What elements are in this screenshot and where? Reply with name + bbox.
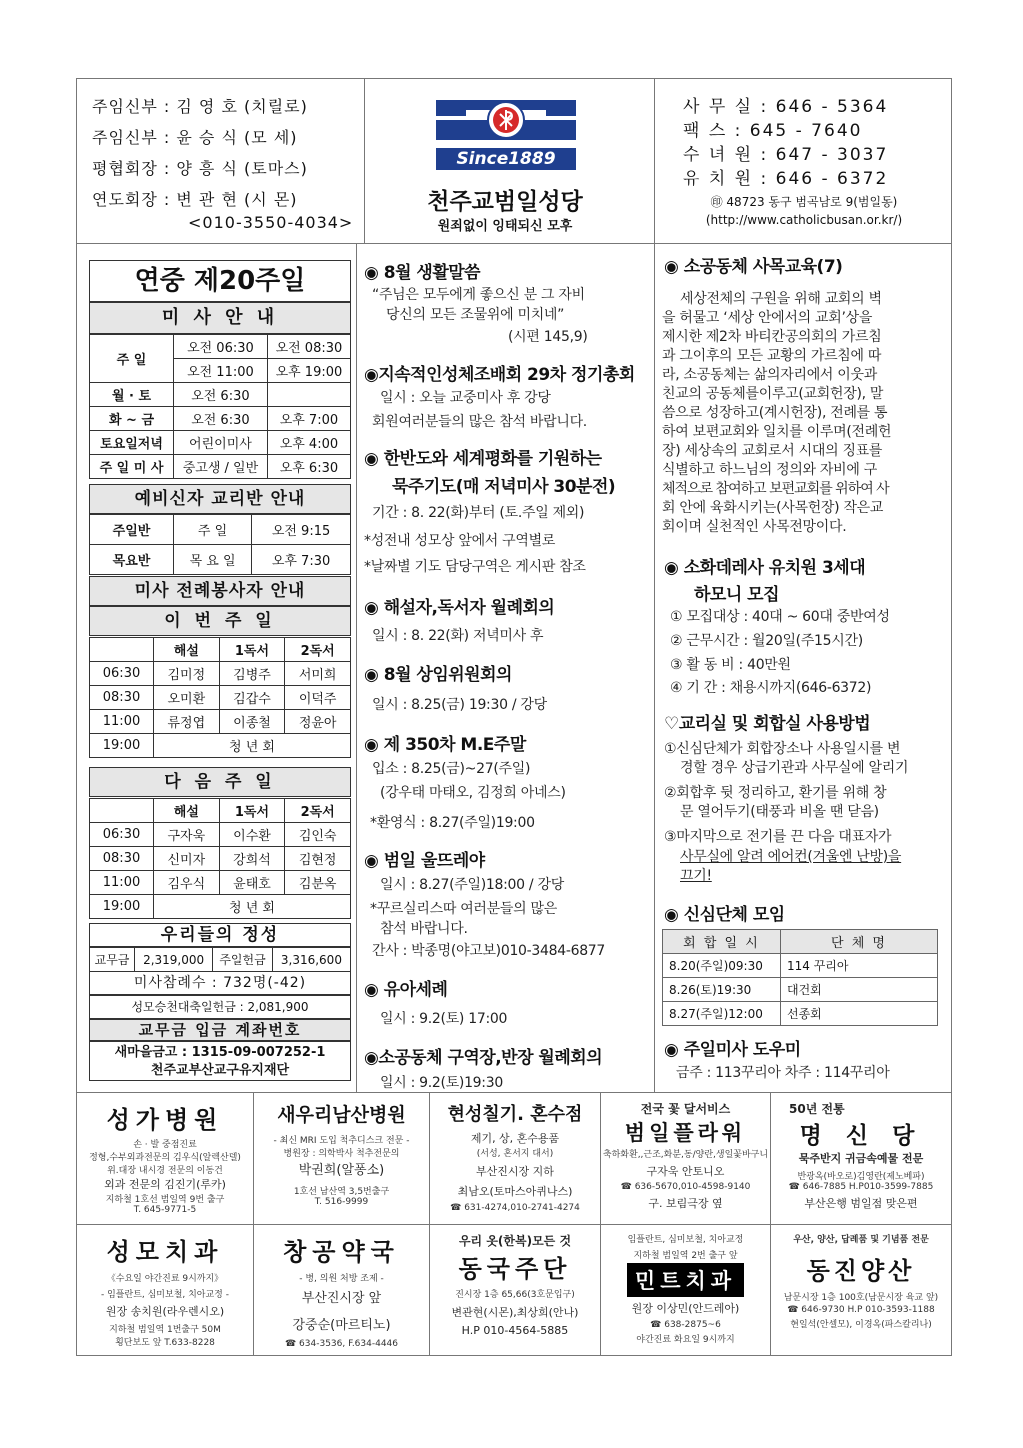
mass-time: 오전 06:30: [174, 335, 268, 359]
ad-line: 최남오(토마스아퀴나스): [457, 1185, 573, 1198]
ad-line: 묵주반지 귀금속예물 전문: [798, 1152, 924, 1165]
server-time: 08:30: [90, 847, 154, 871]
offering-table: [89, 947, 351, 972]
ad-line: 지하철 범일역 2번 출구 앞: [633, 1251, 738, 1261]
section-text: 금주 : 113꾸리아 차주 : 114꾸리아: [676, 1065, 890, 1081]
header-bottom-line: [76, 243, 952, 244]
ad-line: 구자욱 안토니오: [646, 1165, 725, 1178]
ad-name: 창공약국: [283, 1238, 400, 1266]
servers-header: 해설: [154, 638, 220, 662]
staff-role: 주임신부: [92, 97, 158, 116]
staff-baptismal: (모 세): [244, 128, 298, 147]
mass-day-label: 월 · 토: [90, 383, 174, 407]
section-text: 일시 : 8.25(금) 19:30 / 강당: [372, 697, 547, 713]
logo-since-text: Since1889: [456, 149, 556, 169]
staff-role: 연도회장: [92, 190, 158, 209]
servers-header: 2독서: [285, 638, 351, 662]
ad-line: 우리 옷(한복)모든 것: [458, 1234, 572, 1248]
servers-title: 미사 전례봉사자 안내: [89, 576, 351, 606]
account-title: 교무금 입금 계좌번호: [89, 1019, 351, 1041]
section-title: ◉ 범일 울뜨레야: [364, 851, 485, 871]
ad-changgong-pharmacy: [254, 1232, 429, 1349]
ad-line: 원장 송치원(라우렌시오): [105, 1305, 225, 1318]
offering-title: 우리들의 정성: [89, 923, 351, 947]
blank-cell: [90, 799, 154, 823]
ad-myungsin-jewelry: [771, 1100, 951, 1211]
ad-line: 손 · 발 중점진료: [133, 1140, 197, 1150]
section-text: 일시 : 9.2(토)19:30: [380, 1075, 503, 1091]
ad-line: - 임플란트, 심미보철, 치아교정 -: [101, 1290, 229, 1300]
assumption-offering: 성모승천대축일헌금 : 2,081,900: [89, 995, 351, 1019]
ad-line: 원장 이상민(안드레아): [631, 1302, 740, 1315]
catechumen-day: 주 일: [174, 515, 252, 545]
office-number: 645 - 7640: [749, 121, 863, 141]
account-box: [89, 1041, 351, 1081]
section-text: *꾸르실리스따 여러분들의 많은: [370, 901, 557, 917]
office-number: 646 - 5364: [775, 97, 889, 117]
server-name: 오미환: [154, 686, 220, 710]
ad-line: 진시장 1층 65,66(3호문입구): [455, 1290, 575, 1300]
section-text: 일시 : 오늘 교중미사 후 강당: [380, 390, 551, 406]
church-address: ㊞ 48723 동구 범곡남로 9(범일동): [710, 195, 898, 209]
youth-label: 청 년 회: [154, 734, 351, 758]
section-text: 제시한 제2차 바티칸공의회의 가르침: [662, 329, 882, 345]
this-week-title: 이 번 주 일: [89, 606, 351, 636]
mass-time: 오후 7:00: [267, 407, 350, 431]
catechumen-time: 오후 7:30: [252, 545, 351, 575]
section-text: 회이며 실천적인 사목전망이다.: [662, 519, 847, 535]
section-title: 묵주기도(매 저녁미사 30분전): [392, 477, 616, 497]
section-text: ①신심단체가 회합장소나 사용일시를 변: [664, 741, 901, 757]
section-text: ④ 기 간 : 채용시까지(646-6372): [670, 680, 872, 696]
mass-time: 오전 08:30: [267, 335, 350, 359]
section-text: ②회합후 뒷 정리하고, 환기를 위해 창: [664, 785, 887, 801]
section-text: 참석 바랍니다.: [380, 921, 468, 937]
section-text: 일시 : 8. 22(화) 저녁미사 후: [372, 628, 544, 644]
ad-seongga-hospital: [78, 1100, 252, 1215]
catechumen-table: [89, 514, 351, 575]
server-name: 김우식: [154, 871, 220, 895]
section-text: (강우태 마태오, 김정희 아네스): [380, 785, 566, 801]
section-text: ② 근무시간 : 월20일(주15시간): [670, 633, 863, 649]
ad-line: - 병, 의원 처방 조제 -: [299, 1274, 384, 1284]
staff-name: 윤 승 식: [176, 128, 238, 147]
ad-line: H.P 010-4564-5885: [461, 1324, 569, 1337]
next-week-title: 다 음 주 일: [89, 767, 351, 797]
office-number: 647 - 3037: [775, 145, 889, 165]
ad-line: ☎ 634-3536, F.634-4446: [284, 1339, 399, 1349]
office-row: 수 녀 원 : 647 - 3037: [683, 145, 889, 165]
ad-hyunseong-lacquer: [430, 1100, 600, 1213]
staff-baptismal: (시 몬): [244, 190, 298, 209]
ad-line: T. 645-9771-5: [133, 1205, 197, 1215]
office-row: 팩 스 : 645 - 7640: [683, 121, 863, 141]
staff-name: 김 영 호: [176, 97, 238, 116]
offering-value: 2,319,000: [135, 948, 213, 972]
server-name: 구자욱: [154, 823, 220, 847]
church-motto: 원죄없이 잉태되신 모후: [437, 219, 573, 234]
section-text: 라, 소공동체는 삶의자리에서 이웃과: [662, 367, 877, 383]
group-name: 대건회: [781, 978, 938, 1002]
ad-line: 현일석(안셀모), 이경옥(파스칼리나): [790, 1320, 932, 1330]
group-name: 선종회: [781, 1002, 938, 1026]
section-text: 과 그이후의 모든 교황의 가르침에 따: [662, 348, 882, 364]
staff-row: 평협회장 : 양 흥 식 (토마스): [92, 159, 308, 178]
server-name: 이종철: [219, 710, 285, 734]
ad-name: 동진양산: [806, 1257, 916, 1285]
ad-saeuri-hospital: [254, 1100, 429, 1207]
server-time: 06:30: [90, 823, 154, 847]
server-time: 08:30: [90, 686, 154, 710]
week-title: 연중 제20주일: [89, 260, 351, 302]
server-name: 강희석: [219, 847, 285, 871]
ad-line: 야간진료 화요일 9시까지: [636, 1335, 735, 1345]
server-time: 11:00: [90, 871, 154, 895]
section-text: 장) 세상속의 교회로서 시대의 징표를: [662, 443, 883, 459]
group-date: 8.20(주일)09:30: [663, 954, 781, 978]
mass-time: 어린이미사: [174, 431, 268, 455]
ad-line: ☎ 636-5670,010-4598-9140: [620, 1182, 751, 1192]
section-text: *날짜별 기도 담당구역은 게시판 참조: [364, 559, 586, 575]
ads-top-line: [76, 1092, 952, 1093]
ad-line: 부산진시장 지하: [476, 1165, 554, 1178]
blank-cell: [90, 638, 154, 662]
staff-name: 양 흥 식: [176, 159, 238, 178]
server-time: 19:00: [90, 895, 154, 919]
section-text: 체적으로 참여하고 보편교회를 위하여 사: [662, 481, 889, 497]
server-name: 이수환: [219, 823, 285, 847]
mass-sunday-label: 주 일: [90, 335, 174, 383]
header-divider-right: [654, 78, 655, 243]
section-text: ③ 활 동 비 : 40만원: [670, 657, 791, 673]
ad-line: 우산, 양산, 답례품 및 기념품 전문: [793, 1235, 929, 1245]
mass-time: 오후 6:30: [267, 455, 350, 479]
ad-line: ☎ 638-2875~6: [650, 1320, 721, 1330]
section-text: 사무실에 알려 에어컨(겨울엔 난방)을: [680, 849, 902, 865]
server-name: 서미희: [285, 662, 351, 686]
server-name: 이덕주: [285, 686, 351, 710]
section-title: ◉ 제 350차 M.E주말: [364, 735, 526, 755]
offering-label: 교무금: [90, 948, 135, 972]
ad-line: 1호선 남산역 3,5번출구: [293, 1187, 390, 1197]
ad-line: (서성, 혼서지 대서): [476, 1149, 554, 1159]
ad-line: - 최신 MRI 도입 척추디스크 전문 -: [273, 1136, 410, 1146]
catechumen-day: 목 요 일: [174, 545, 252, 575]
ad-name: 동국주단: [458, 1255, 572, 1283]
ad-line: 반광옥(바오로)김영란(제노베파): [797, 1172, 925, 1182]
devotional-groups-table: [662, 929, 938, 1026]
ad-line: 남문시장 1층 100호(남문시장 육교 앞): [783, 1293, 939, 1303]
attendance: 미사참례수 : 732명(-42): [89, 971, 351, 995]
server-name: 정윤아: [285, 710, 351, 734]
groups-header: 단 체 명: [781, 930, 938, 954]
ad-line: 구. 보림극장 옆: [648, 1197, 723, 1210]
staff-role: 평협회장: [92, 159, 158, 178]
mass-time: 중고생 / 일반: [174, 455, 268, 479]
mass-time: 오전 6:30: [174, 383, 268, 407]
ad-seongmo-dental: [78, 1232, 252, 1348]
section-text: ③마지막으로 전기를 끈 다음 대표자가: [664, 829, 892, 845]
server-name: 김미정: [154, 662, 220, 686]
header-divider-left: [364, 78, 365, 243]
mass-time: 오전 11:00: [174, 359, 268, 383]
ad-line: 박권희(알퐁소): [298, 1163, 385, 1178]
staff-row: 주임신부 : 윤 승 식 (모 세): [92, 128, 298, 147]
server-time: 06:30: [90, 662, 154, 686]
ad-line: 축하화환,,근조,화분,동/양란,생일꽃바구니: [602, 1150, 769, 1160]
section-title: ◉ 해설자,독서자 월례회의: [364, 598, 555, 618]
church-logo: [432, 96, 580, 172]
section-text: *성전내 성모상 앞에서 구역별로: [364, 533, 556, 549]
mass-time: 오후 4:00: [267, 431, 350, 455]
ad-beomil-flower: [601, 1100, 770, 1211]
staff-row: 연도회장 : 변 관 현 (시 몬): [92, 190, 298, 209]
church-name: 천주교범일성당: [427, 189, 583, 215]
section-title: ◉ 한반도와 세계평화를 기원하는: [364, 449, 602, 469]
ad-name: 성가병원: [106, 1106, 224, 1134]
section-text: 을 허물고 ‘세상 안에서의 교회’상을: [662, 310, 873, 326]
section-text: 문 열어두기(태풍과 비올 땐 닫음): [680, 804, 879, 820]
ad-name: 성모치과: [106, 1238, 224, 1266]
server-name: 김병주: [219, 662, 285, 686]
offering-value: 3,316,600: [272, 948, 350, 972]
ad-line: 외과 전문의 김진기(루카): [104, 1178, 226, 1191]
servers-header: 1독서: [219, 799, 285, 823]
column-divider: [356, 243, 357, 1092]
section-title: ◉ 소화데레사 유치원 3세대: [664, 558, 866, 578]
youth-label: 청 년 회: [154, 895, 351, 919]
catechumen-class: 목요반: [90, 545, 174, 575]
ad-line: 강중순(마르티노): [292, 1318, 391, 1333]
server-name: 김분옥: [285, 871, 351, 895]
ad-name: 범일플라워: [624, 1121, 747, 1145]
ads-middle-line: [76, 1224, 952, 1225]
section-text: 세상전체의 구원을 위해 교회의 벽: [680, 291, 882, 307]
ad-line: 지하철 범일역 1번출구 50M: [109, 1325, 221, 1335]
section-title: ◉ 주일미사 도우미: [664, 1040, 801, 1060]
ad-line: T. 516-9999: [314, 1197, 369, 1207]
ad-line: 병원장 : 의학박사 척추전문의: [283, 1149, 400, 1159]
section-text: 기간 : 8. 22(화)부터 (토.주일 제외): [372, 505, 585, 521]
church-website: (http://www.catholicbusan.or.kr/): [705, 213, 903, 227]
ad-mint-dental: [601, 1232, 770, 1345]
section-text: ① 모집대상 : 40대 ~ 60대 중반여성: [670, 609, 890, 625]
server-name: 김갑수: [219, 686, 285, 710]
section-text: 당신의 모든 조물위에 미치네”: [386, 307, 565, 323]
staff-baptismal: (치릴로): [244, 97, 308, 116]
ad-line: 정형,수부외과전문의 김우식(알렉산델): [89, 1153, 241, 1163]
ad-line: 변관현(시몬),최상희(안나): [451, 1306, 579, 1319]
server-name: 김현정: [285, 847, 351, 871]
ad-name: 민트치과: [627, 1263, 744, 1297]
ad-line: 부산은행 범일점 맞은편: [804, 1197, 918, 1210]
office-label: 수 녀 원: [683, 145, 754, 165]
section-title: ◉ 8월 생활말씀: [364, 263, 481, 283]
staff-role: 주임신부: [92, 128, 158, 147]
section-title: 하모니 모집: [694, 585, 780, 605]
staff-phone: <010-3550-4034>: [188, 213, 354, 232]
office-row: 유 치 원 : 646 - 6372: [683, 169, 889, 189]
server-name: 신미자: [154, 847, 220, 871]
section-text: 친교의 공동체를이루고(교회헌장), 말: [662, 386, 884, 402]
ad-dongjin-umbrella: [771, 1232, 951, 1330]
section-title: ♡교리실 및 회합실 사용방법: [664, 714, 871, 734]
server-time: 11:00: [90, 710, 154, 734]
ad-line: ☎ 646-7885 H.P010-3599-7885: [788, 1182, 934, 1192]
server-time: 19:00: [90, 734, 154, 758]
section-text: 간사 : 박종명(야고보)010-3484-6877: [372, 943, 606, 959]
section-text: 회 안에 육화시키는(사목헌장) 작은교: [662, 500, 884, 516]
section-title: ◉ 소공동체 사목교육(7): [664, 257, 843, 277]
catechumen-class: 주일반: [90, 515, 174, 545]
section-text: 회원여러분들의 많은 참석 바랍니다.: [372, 414, 587, 430]
section-text: 끄기!: [680, 868, 712, 884]
this-week-servers-table: [89, 637, 351, 758]
ad-dongguk-silk: [430, 1232, 600, 1337]
groups-header: 회 합 일 시: [663, 930, 781, 954]
ad-line: 지하철 1호선 범일역 9번 출구: [105, 1195, 225, 1205]
office-row: 사 무 실 : 646 - 5364: [683, 97, 889, 117]
ad-line: 전국 꽃 달서비스: [640, 1102, 731, 1116]
section-text: (시편 145,9): [508, 329, 588, 345]
mass-day-label: 화 ~ 금: [90, 407, 174, 431]
mass-day-label: 토요일저녁: [90, 431, 174, 455]
ad-line: ☎ 646-9730 H.P 010-3593-1188: [787, 1305, 935, 1315]
next-week-servers-table: [89, 798, 351, 919]
section-text: 하여 보편교회와 일치를 이루며(전례헌: [662, 424, 892, 440]
section-text: 식별하고 하느님의 정의와 자비에 구: [662, 462, 877, 478]
mass-time: 오전 6:30: [174, 407, 268, 431]
staff-baptismal: (토마스): [244, 159, 308, 178]
staff-name: 변 관 현: [176, 190, 238, 209]
section-text: 경할 경우 상급기관과 사무실에 알리기: [680, 760, 909, 776]
mass-time: [267, 383, 350, 407]
mass-schedule-table: [89, 334, 351, 479]
section-title: ◉소공동체 구역장,반장 월례회의: [364, 1048, 603, 1068]
section-text: 씀으로 성장하고(계시헌장), 전례를 통: [662, 405, 888, 421]
mass-day-label: 주 일 미 사: [90, 455, 174, 479]
ad-line: 부산진시장 앞: [301, 1291, 382, 1306]
office-label: 팩 스: [683, 121, 728, 141]
ad-line: 횡단보도 앞 T.633-8228: [115, 1338, 215, 1348]
servers-header: 1독서: [219, 638, 285, 662]
account-line: 새마을금고 : 1315-09-007252-1: [114, 1045, 326, 1060]
ad-name: 현성칠기. 혼수점: [447, 1104, 583, 1125]
section-text: 입소 : 8.25(금)~27(주일): [372, 761, 531, 777]
server-name: 윤태호: [219, 871, 285, 895]
ad-line: 위.대장 내시경 전문의 이동건: [107, 1166, 223, 1176]
catechumen-time: 오전 9:15: [252, 515, 351, 545]
staff-row: 주임신부 : 김 영 호 (치릴로): [92, 97, 308, 116]
section-text: 일시 : 8.27(주일)18:00 / 강당: [380, 877, 564, 893]
ad-line: 제기, 상, 혼수용품: [470, 1132, 560, 1145]
ad-line: 50년 전통: [789, 1102, 845, 1116]
catechumen-title: 예비신자 교리반 안내: [89, 484, 351, 514]
ad-line: ☎ 631-4274,010-2741-4274: [450, 1203, 580, 1213]
section-text: “주님은 모두에게 좋으신 분 그 자비: [372, 287, 585, 303]
server-name: 김인숙: [285, 823, 351, 847]
section-title: ◉ 8월 상임위원회의: [364, 665, 512, 685]
section-title: ◉ 신심단체 모임: [664, 905, 785, 925]
servers-header: 2독서: [285, 799, 351, 823]
ad-name: 새우리남산병원: [277, 1104, 406, 1126]
office-label: 유 치 원: [683, 169, 754, 189]
account-line: 천주교부산교구유지재단: [150, 1063, 290, 1078]
section-title: ◉ 유아세례: [364, 980, 448, 1000]
group-name: 114 꾸리아: [781, 954, 938, 978]
section-text: *환영식 : 8.27(주일)19:00: [370, 815, 535, 831]
office-number: 646 - 6372: [775, 169, 889, 189]
group-date: 8.27(주일)12:00: [663, 1002, 781, 1026]
server-name: 류정엽: [154, 710, 220, 734]
column-divider: [654, 243, 655, 1092]
group-date: 8.26(토)19:30: [663, 978, 781, 1002]
office-label: 사 무 실: [683, 97, 754, 117]
ad-line: 임플란트, 심미보철, 치아교정: [627, 1235, 744, 1245]
servers-header: 해설: [154, 799, 220, 823]
ad-name: 명 신 당: [799, 1123, 923, 1149]
section-text: 일시 : 9.2(토) 17:00: [380, 1011, 508, 1027]
offering-label: 주일헌금: [213, 948, 273, 972]
mass-title: 미 사 안 내: [89, 302, 351, 334]
section-title: ◉지속적인성체조배회 29차 정기총회: [364, 365, 635, 385]
mass-time: 오후 19:00: [267, 359, 350, 383]
ad-line: 《수요일 야간진료 9시까지》: [106, 1274, 224, 1284]
